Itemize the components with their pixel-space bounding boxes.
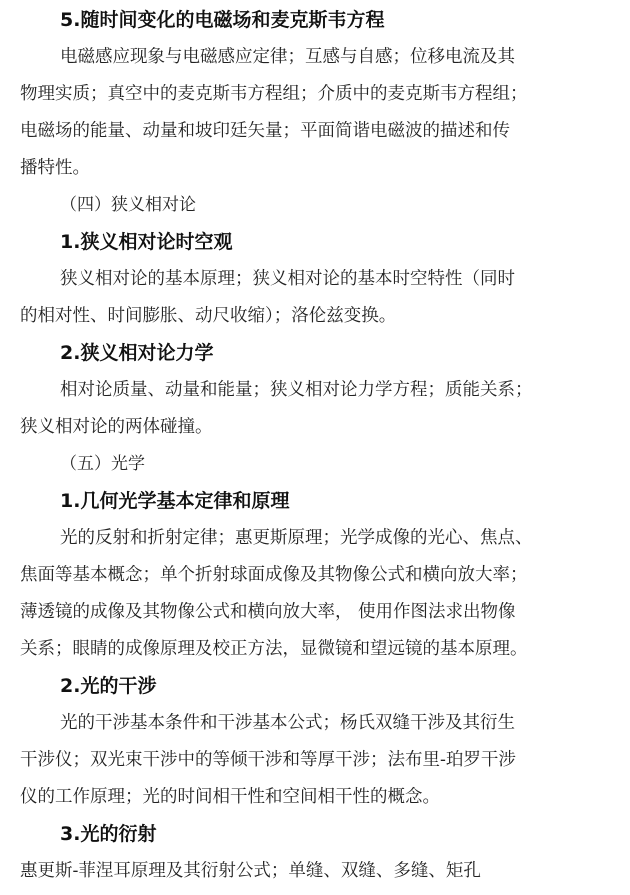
paragraph-line: 干涉仪；双光束干涉中的等倾干涉和等厚干涉；法布里-珀罗干涉 bbox=[20, 750, 516, 770]
subsection-heading-geometric-optics: 1.几何光学基本定律和原理 bbox=[60, 490, 290, 512]
subsection-heading-electromagnetic-field: 5.随时间变化的电磁场和麦克斯韦方程 bbox=[60, 9, 385, 31]
subsection-heading-interference: 2.光的干涉 bbox=[60, 675, 157, 697]
section-heading-optics: （五）光学 bbox=[60, 454, 145, 474]
subsection-heading-spacetime: 1.狭义相对论时空观 bbox=[60, 231, 233, 253]
subsection-heading-relativistic-mechanics: 2.狭义相对论力学 bbox=[60, 342, 214, 364]
paragraph-line: 光的干涉基本条件和干涉基本公式；杨氏双缝干涉及其衍生 bbox=[60, 713, 515, 733]
paragraph-line: 狭义相对论的基本原理；狭义相对论的基本时空特性（同时 bbox=[60, 269, 515, 289]
paragraph-line: 电磁场的能量、动量和坡印廷矢量；平面简谐电磁波的描述和传 bbox=[20, 121, 510, 141]
paragraph-line: 播特性。 bbox=[20, 158, 90, 178]
paragraph-line: 物理实质；真空中的麦克斯韦方程组；介质中的麦克斯韦方程组； bbox=[20, 84, 528, 104]
paragraph-line: 狭义相对论的两体碰撞。 bbox=[20, 417, 213, 437]
paragraph-line: 电磁感应现象与电磁感应定律；互感与自感；位移电流及其 bbox=[60, 47, 515, 67]
paragraph-line: 仪的工作原理；光的时间相干性和空间相干性的概念。 bbox=[20, 787, 440, 807]
section-heading-special-relativity: （四）狭义相对论 bbox=[60, 195, 196, 215]
paragraph-line: 光的反射和折射定律；惠更斯原理；光学成像的光心、焦点、 bbox=[60, 528, 533, 548]
paragraph-line: 相对论质量、动量和能量；狭义相对论力学方程；质能关系； bbox=[60, 380, 533, 400]
paragraph-line: 的相对性、时间膨胀、动尺收缩）；洛伦兹变换。 bbox=[20, 306, 397, 326]
paragraph-line: 薄透镜的成像及其物像公式和横向放大率， 使用作图法求出物像 bbox=[20, 602, 516, 622]
paragraph-line: 关系；眼睛的成像原理及校正方法，显微镜和望远镜的基本原理。 bbox=[20, 639, 528, 659]
paragraph-line: 惠更斯-菲涅耳原理及其衍射公式；单缝、双缝、多缝、矩孔 bbox=[20, 861, 481, 881]
paragraph-line: 焦面等基本概念；单个折射球面成像及其物像公式和横向放大率； bbox=[20, 565, 528, 585]
subsection-heading-diffraction: 3.光的衍射 bbox=[60, 823, 157, 845]
